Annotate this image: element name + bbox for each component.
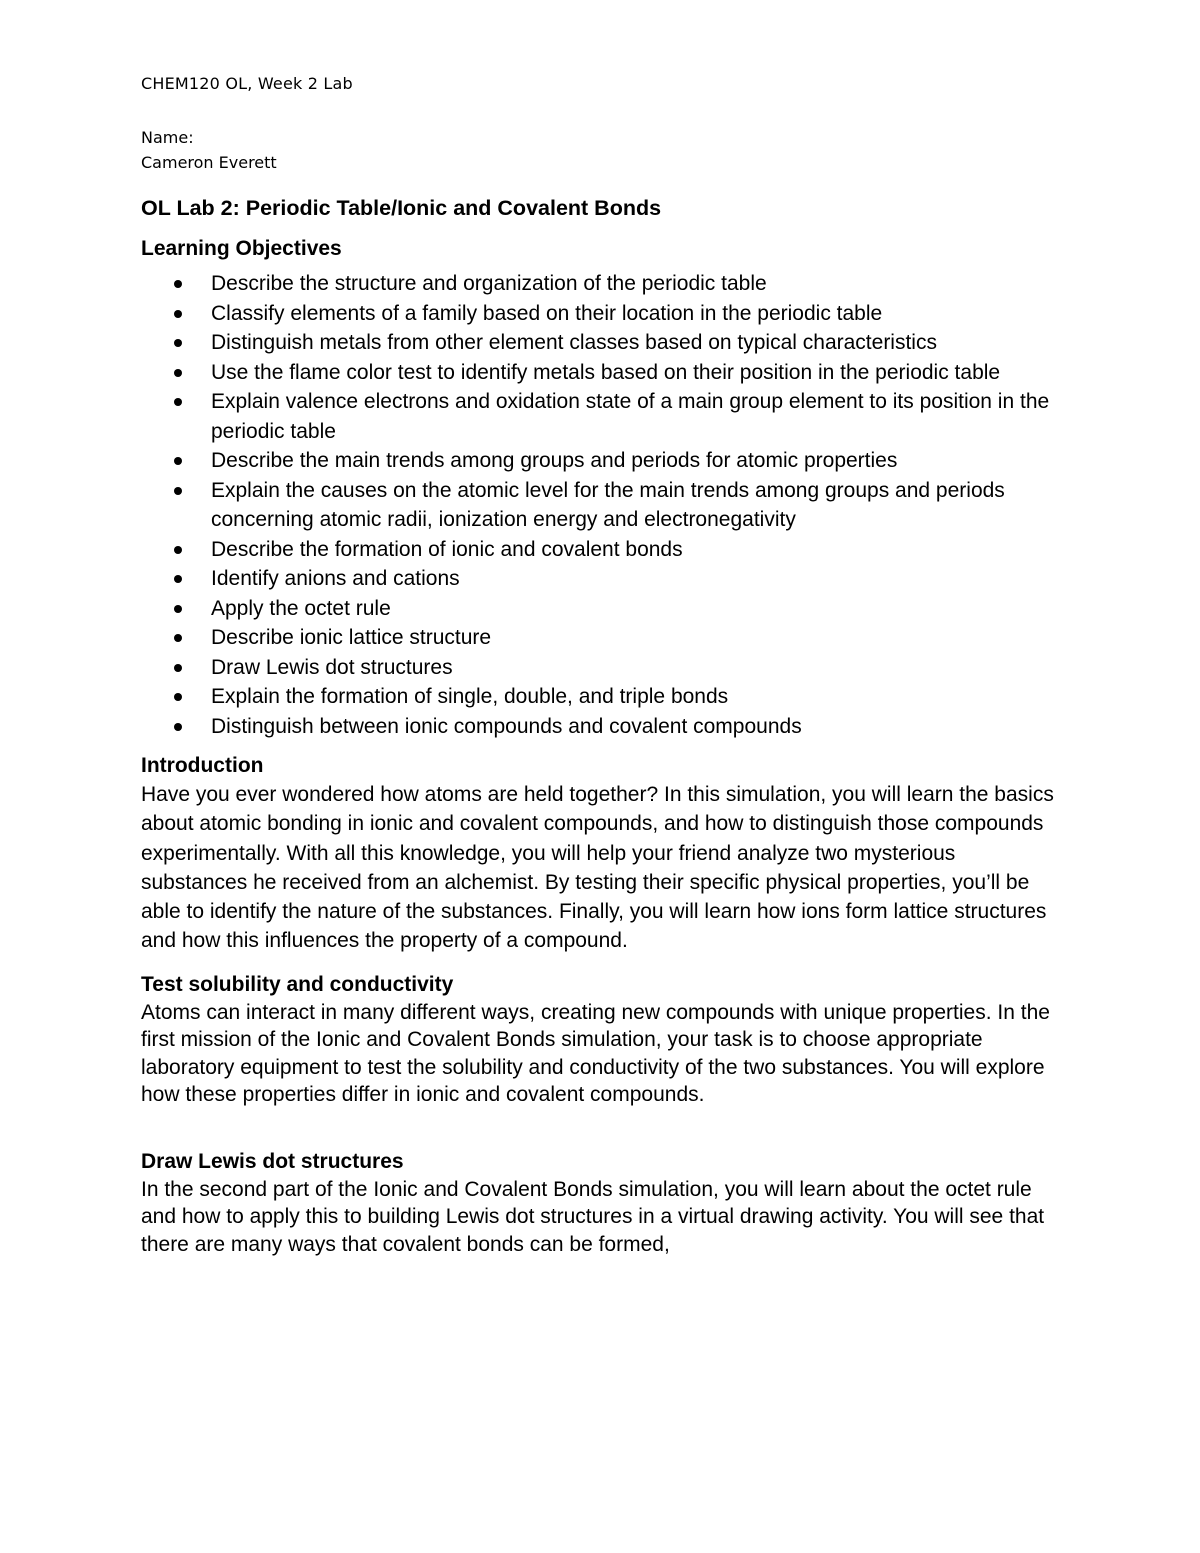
solubility-body: Atoms can interact in many different ways, creating new compounds with unique properties. In the first mission of the Ionic and Covalent Bonds simulation, your task is to choose appropriate laboratory equipment to test the solubility and conductivity of the two substances. You will explore how these properties differ in ionic and covalent compounds. xyxy=(141,1000,1050,1107)
objective-item xyxy=(141,269,1061,299)
objective-text: Classify elements of a family based on their location in the periodic table xyxy=(211,301,883,325)
objective-item xyxy=(141,594,1061,624)
bullet-icon xyxy=(174,310,182,318)
bullet-icon xyxy=(174,575,182,583)
objective-text: Describe the formation of ionic and covalent bonds xyxy=(211,537,683,561)
bullet-icon xyxy=(174,664,182,672)
objective-text: Draw Lewis dot structures xyxy=(211,655,453,679)
learning-objectives-list xyxy=(141,269,1061,741)
document-body xyxy=(141,193,1061,1272)
bullet-icon xyxy=(174,546,182,554)
objective-item xyxy=(141,712,1061,742)
objective-text: Apply the octet rule xyxy=(211,596,391,620)
objective-item xyxy=(141,387,1061,446)
objective-text: Explain the formation of single, double, and triple bonds xyxy=(211,685,729,708)
student-name: Cameron Everett xyxy=(141,153,277,172)
objective-item xyxy=(141,623,1061,653)
learning-objectives-heading: Learning Objectives xyxy=(141,237,342,260)
solubility-section xyxy=(141,970,1061,1109)
objective-item xyxy=(141,682,1061,712)
objective-item xyxy=(141,476,1061,535)
objective-text: Explain the causes on the atomic level for the main trends among groups and periods concerning atomic radii, ionization energy and electronegativity xyxy=(211,478,1005,531)
objective-item xyxy=(141,535,1061,565)
bullet-icon xyxy=(174,339,182,347)
course-header: CHEM120 OL, Week 2 Lab xyxy=(141,74,353,93)
objective-item xyxy=(141,564,1061,594)
bullet-icon xyxy=(174,487,182,495)
lewis-body: In the second part of the Ionic and Covalent Bonds simulation, you will learn about the octet rule and how to apply this to building Lewis dot structures in a virtual drawing activity. You will see that there are many ways that covalent bonds can be formed, xyxy=(141,1177,1045,1256)
bullet-icon xyxy=(174,280,182,288)
bullet-icon xyxy=(174,457,182,465)
objective-item xyxy=(141,299,1061,329)
objective-item xyxy=(141,446,1061,476)
bullet-icon xyxy=(174,369,182,377)
objective-text: Explain valence electrons and oxidation state of a main group element to its position in the periodic table xyxy=(211,390,1050,443)
lewis-heading: Draw Lewis dot structures xyxy=(141,1149,404,1173)
name-label: Name: xyxy=(141,128,194,147)
introduction-body: Have you ever wondered how atoms are held together? In this simulation, you will learn the basics about atomic bonding in ionic and covalent compounds, and how to distinguish those compounds experimentally. With all this knowledge, you will help your friend analyze two mysterious substances he received from an alchemist. By testing their specific physical properties, you’ll be able to identify the nature of the substances. Finally, you will learn how ions form lattice structures and how this influences the property of a compound. xyxy=(141,783,1054,953)
solubility-heading: Test solubility and conductivity xyxy=(141,972,454,996)
bullet-icon xyxy=(174,693,182,701)
objective-text: Distinguish metals from other element classes based on typical characteristics xyxy=(211,331,937,354)
objective-item xyxy=(141,358,1061,388)
objective-text: Describe ionic lattice structure xyxy=(211,626,492,649)
bullet-icon xyxy=(174,605,182,613)
lewis-section xyxy=(141,1147,1061,1259)
introduction-section xyxy=(141,751,1061,956)
bullet-icon xyxy=(174,398,182,406)
bullet-icon xyxy=(174,723,182,731)
objective-text: Distinguish between ionic compounds and covalent compounds xyxy=(211,714,802,738)
document-title: OL Lab 2: Periodic Table/Ionic and Covalent Bonds xyxy=(141,196,662,220)
objective-text: Describe the main trends among groups and periods for atomic properties xyxy=(211,449,898,472)
objective-text: Identify anions and cations xyxy=(211,567,460,590)
bullet-icon xyxy=(174,634,182,642)
introduction-heading: Introduction xyxy=(141,754,264,777)
objective-item xyxy=(141,328,1061,358)
objective-text: Describe the structure and organization of the periodic table xyxy=(211,272,767,295)
objective-text: Use the flame color test to identify metals based on their position in the periodic table xyxy=(211,360,1001,384)
objective-item xyxy=(141,653,1061,683)
